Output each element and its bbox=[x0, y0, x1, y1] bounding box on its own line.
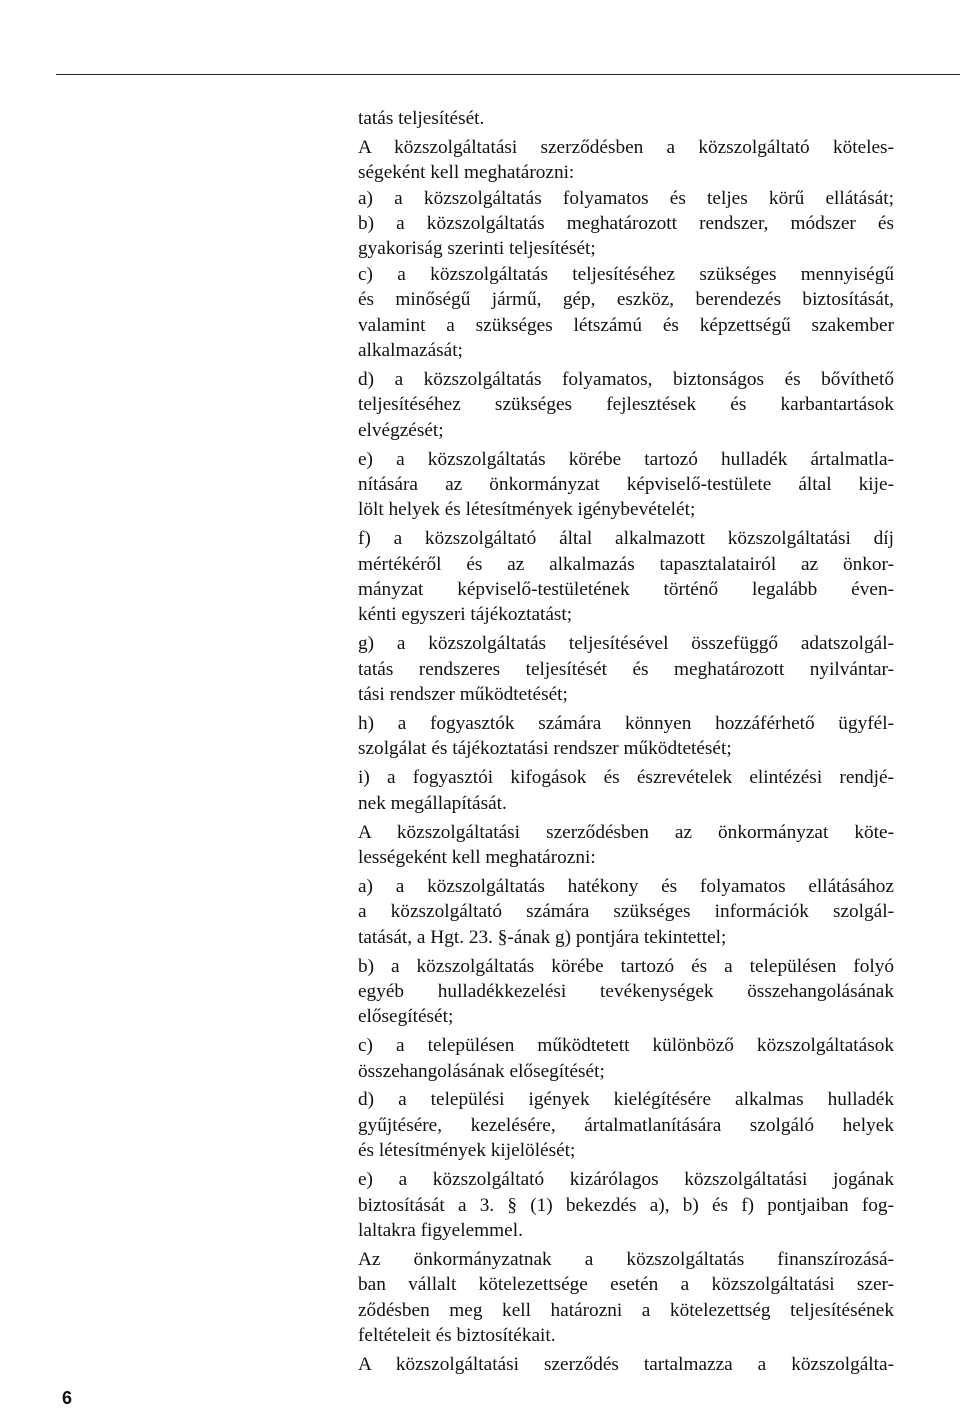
text-line: g) a közszolgáltatás teljesítésével összefüggő adatszolgál- bbox=[358, 633, 894, 655]
text-line: tási rendszer működtetését; bbox=[358, 684, 568, 706]
text-line: nítására az önkormányzat képviselő-testülete által kije- bbox=[358, 473, 894, 495]
text-line: alkalmazását; bbox=[358, 340, 463, 362]
text-line: e) a közszolgáltatás körébe tartozó hulladék ártalmatla- bbox=[358, 448, 894, 470]
text-line: c) a településen működtetett különböző közszolgáltatások bbox=[358, 1035, 894, 1057]
text-line: A közszolgáltatási szerződés tartalmazza a közszolgálta- bbox=[358, 1353, 894, 1375]
text-line: A közszolgáltatási szerződésben a közszolgáltató köteles- bbox=[358, 136, 894, 158]
text-line: lességeként kell meghatározni: bbox=[358, 846, 596, 868]
text-line: a közszolgáltató számára szükséges információk szolgál- bbox=[358, 901, 894, 923]
text-line: laltakra figyelemmel. bbox=[358, 1219, 523, 1241]
text-line: tatás rendszeres teljesítését és meghatározott nyilvántar- bbox=[358, 658, 894, 680]
text-line: gyakoriság szerinti teljesítését; bbox=[358, 238, 596, 260]
text-line: elvégzését; bbox=[358, 419, 444, 441]
body-text bbox=[358, 106, 894, 1377]
text-line: elősegítését; bbox=[358, 1006, 454, 1028]
text-line: nek megállapítását. bbox=[358, 792, 507, 814]
text-line: mértékéről és az alkalmazás tapasztalatairól az önkor- bbox=[358, 553, 894, 575]
text-line: lölt helyek és létesítmények igénybevételét; bbox=[358, 499, 696, 521]
text-line: ban vállalt kötelezettsége esetén a közszolgáltatási szer- bbox=[358, 1274, 894, 1296]
text-line: i) a fogyasztói kifogások és észrevételek elintézési rendjé- bbox=[358, 767, 894, 789]
text-line: tatás teljesítését. bbox=[358, 108, 485, 129]
text-line: kénti egyszeri tájékoztatást; bbox=[358, 604, 573, 626]
text-line: gyűjtésére, kezelésére, ártalmatlanítására szolgáló helyek bbox=[358, 1114, 894, 1136]
text-line: feltételeit és biztosítékait. bbox=[358, 1324, 556, 1346]
text-line: a) a közszolgáltatás hatékony és folyamatos ellátásához bbox=[358, 875, 894, 897]
text-line: tatását, a Hgt. 23. §-ának g) pontjára tekintettel; bbox=[358, 926, 727, 948]
text-line: biztosítását a 3. § (1) bekezdés a), b) és f) pontjaiban fog- bbox=[358, 1194, 894, 1216]
text-line: b) a közszolgáltatás meghatározott rendszer, módszer és bbox=[358, 213, 894, 235]
text-line: egyéb hulladékkezelési tevékenységek összehangolásának bbox=[358, 980, 894, 1002]
text-line: b) a közszolgáltatás körébe tartozó és a településen folyó bbox=[358, 955, 894, 977]
text-line: d) a közszolgáltatás folyamatos, biztonságos és bővíthető bbox=[358, 368, 894, 390]
text-line: h) a fogyasztók számára könnyen hozzáférhető ügyfél- bbox=[358, 712, 894, 734]
header-rule bbox=[56, 74, 960, 75]
text-line: összehangolásának elősegítését; bbox=[358, 1060, 605, 1082]
text-line: a) a közszolgáltatás folyamatos és teljes körű ellátását; bbox=[358, 187, 894, 209]
text-line: f) a közszolgáltató által alkalmazott közszolgáltatási díj bbox=[358, 528, 894, 550]
text-line: Az önkormányzatnak a közszolgáltatás finanszírozásá- bbox=[358, 1248, 894, 1270]
text-line: szolgálat és tájékoztatási rendszer működtetését; bbox=[358, 738, 732, 760]
text-line: teljesítéséhez szükséges fejlesztések és karbantartások bbox=[358, 394, 894, 416]
text-line: ségeként kell meghatározni: bbox=[358, 162, 575, 184]
text-line: mányzat képviselő-testületének történő legalább éven- bbox=[358, 579, 894, 601]
text-line: valamint a szükséges létszámú és képzettségű szakember bbox=[358, 314, 894, 336]
text-line: A közszolgáltatási szerződésben az önkormányzat köte- bbox=[358, 821, 894, 843]
text-line: c) a közszolgáltatás teljesítéséhez szükséges mennyiségű bbox=[358, 263, 894, 285]
text-line: e) a közszolgáltató kizárólagos közszolgáltatási jogának bbox=[358, 1169, 894, 1191]
text-line: d) a települési igények kielégítésére alkalmas hulladék bbox=[358, 1089, 894, 1111]
page-number: 6 bbox=[62, 1388, 73, 1408]
text-line: ződésben meg kell határozni a kötelezettség teljesítésének bbox=[358, 1299, 894, 1321]
text-line: és minőségű jármű, gép, eszköz, berendezés biztosítását, bbox=[358, 289, 894, 311]
text-line: és létesítmények kijelölését; bbox=[358, 1140, 576, 1162]
